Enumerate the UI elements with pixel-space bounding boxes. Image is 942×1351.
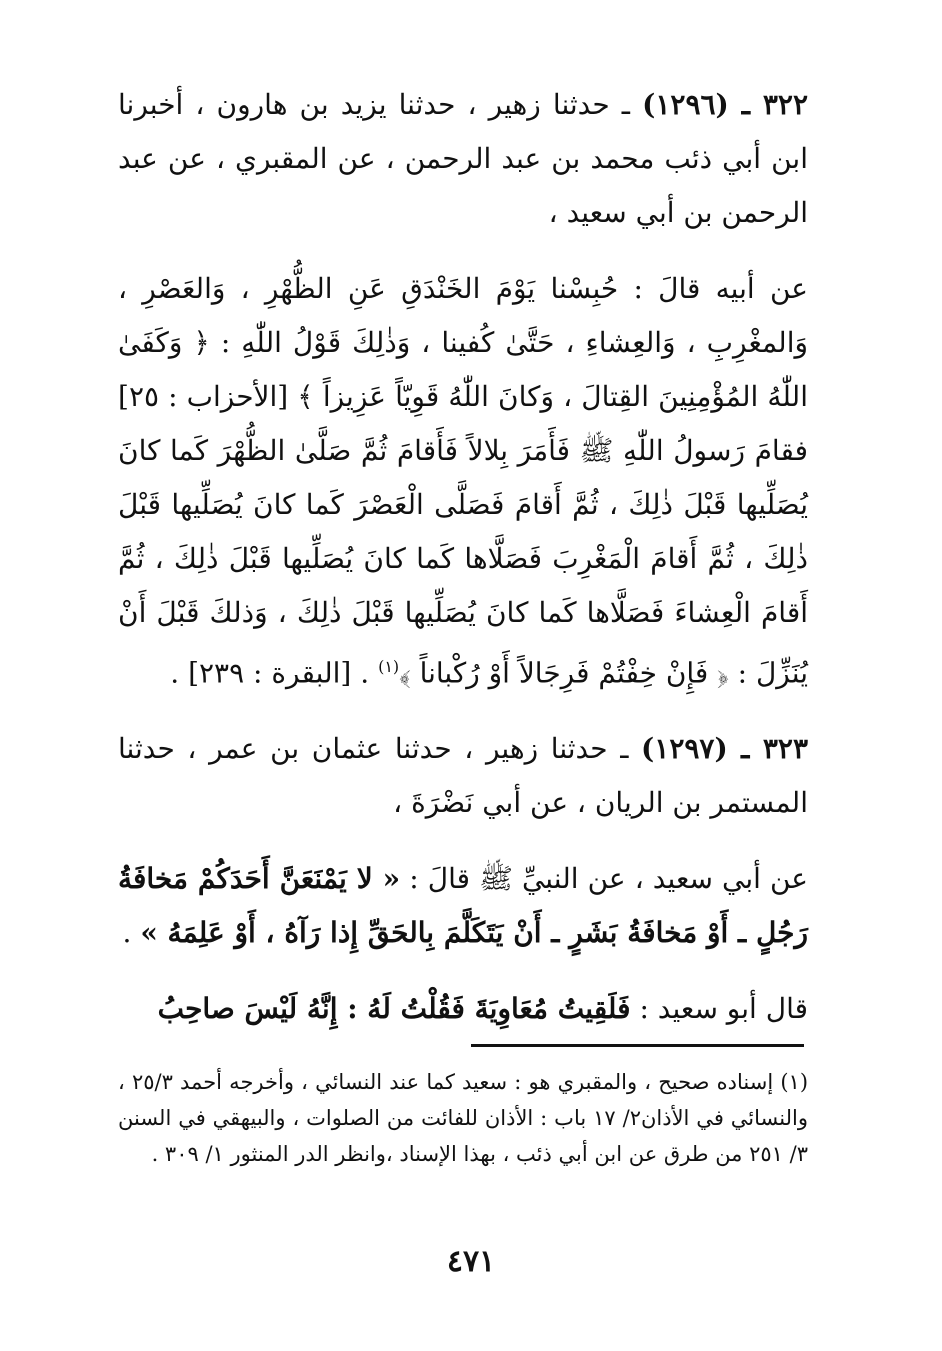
hadith-322-matn-text: عن أبيه قالَ : حُبِسْنا يَوْمَ الخَنْدَقِ عَنِ الظُّهْرِ ، وَالعَصْرِ ، وَالمغْرِبِ ، وَالعِشاءِ ، حَتَّىٰ كُفينا ، وَذٰلِكَ قَوْلُ اللّٰهِ : ﴿ وَكَفَىٰ اللّٰهُ المُؤْمِنِينَ القِتالَ ، وَكانَ اللّٰهُ قَوِيّاً عَزِيزاً ﴾ [الأحزاب : ٢٥] فقامَ رَسولُ اللّٰهِ ﷺ فَأَمَرَ بِلالاً فَأَقامَ ثُمَّ صَلَّىٰ الظُّهْرَ كَما كانَ يُصَلِّيها قَبْلَ ذٰلِكَ ، ثُمَّ أَقامَ فَصَلَّى الْعَصْرَ كَما كانَ يُصَلِّيها قَبْلَ ذٰلِكَ ، ثُمَّ أَقامَ الْمَغْرِبَ فَصَلَّاها كَما كانَ يُصَلِّيها قَبْلَ ذٰلِكَ ، ثُمَّ أَقامَ الْعِشاءَ فَصَلَّاها كَما كانَ يُصَلِّيها قَبْلَ ذٰلِكَ ، وَذلكَ قَبْلَ أَنْ يُنَزِّلَ : ﴿ فَإِنْ خِفْتُمْ فَرِجَالاً أَوْ رُكْباناً ﴾ <box>118 272 808 690</box>
page-number: ٤٧١ <box>446 1244 496 1279</box>
footnote-1: (١) إسناده صحيح ، والمقبري هو : سعيد كما عند النسائي ، وأخرجه أحمد ٢٥/٣ ، والنسائي في الأذان٢/ ١٧ باب : الأذان للفائت من الصلوات ، والبيهقي في السنن ٣/ ٢٥١ من طرق عن ابن أبي ذئب ، بهذا الإسناد ،وانظر الدر المنثور ١/ ٣٠٩ . <box>118 1070 809 1166</box>
hadith-322-number: ٣٢٢ ـ (١٢٩٦) <box>642 88 808 121</box>
hadith-322-matn-end: . [البقرة : ٢٣٩] . <box>170 656 370 690</box>
hadith-323-isnad-text: ـ حدثنا زهير ، حدثنا عثمان بن عمر ، حدثنا المستمر بن الريان ، عن أبي نَضْرَةَ ، <box>118 732 808 820</box>
hadith-323-number: ٣٢٣ ـ (١٢٩٧) <box>641 732 808 766</box>
hadith-323-matn <box>118 852 808 960</box>
continuation-intro: قال أبو سعيد : <box>639 992 808 1026</box>
footnote-divider <box>471 1044 804 1047</box>
hadith-323-matn-intro: عن أبي سعيد ، عن النبيِّ ﷺ قالَ : <box>409 862 808 896</box>
hadith-323-isnad <box>118 722 808 830</box>
hadith-322-matn <box>118 262 808 700</box>
paragraph-gap <box>118 960 808 982</box>
hadith-323-matn-bold: « لا يَمْنَعَنَّ أَحَدَكُمْ مَخافَةُ رَجُلٍ ـ أَوْ مَخافَةُ بَشَرٍ ـ أَنْ يَتَكَلَّمَ بِالحَقِّ إِذا رَآهُ ، أَوْ عَلِمَهُ » <box>118 862 808 950</box>
footnotes <box>118 1064 808 1172</box>
paragraph-gap <box>118 240 808 262</box>
hadith-323-matn-end: . <box>122 916 132 950</box>
hadith-323-continuation <box>118 982 808 1036</box>
hadith-322-isnad <box>118 78 808 240</box>
continuation-bold: فَلَقِيتُ مُعَاوِيَةَ فَقُلْتُ لَهُ : إِنَّهُ لَيْسَ صاحِبُ <box>157 992 631 1026</box>
paragraph-gap <box>118 700 808 722</box>
paragraph-gap <box>118 830 808 852</box>
footnote-marker[interactable]: (١) <box>378 657 400 676</box>
hadith-322-isnad-text: ـ حدثنا زهير ، حدثنا يزيد بن هارون ، أخبرنا ابن أبي ذئب محمد بن عبد الرحمن ، عن المقبري ، عن عبد الرحمن بن أبي سعيد ، <box>118 88 808 229</box>
page-body <box>118 78 808 1036</box>
